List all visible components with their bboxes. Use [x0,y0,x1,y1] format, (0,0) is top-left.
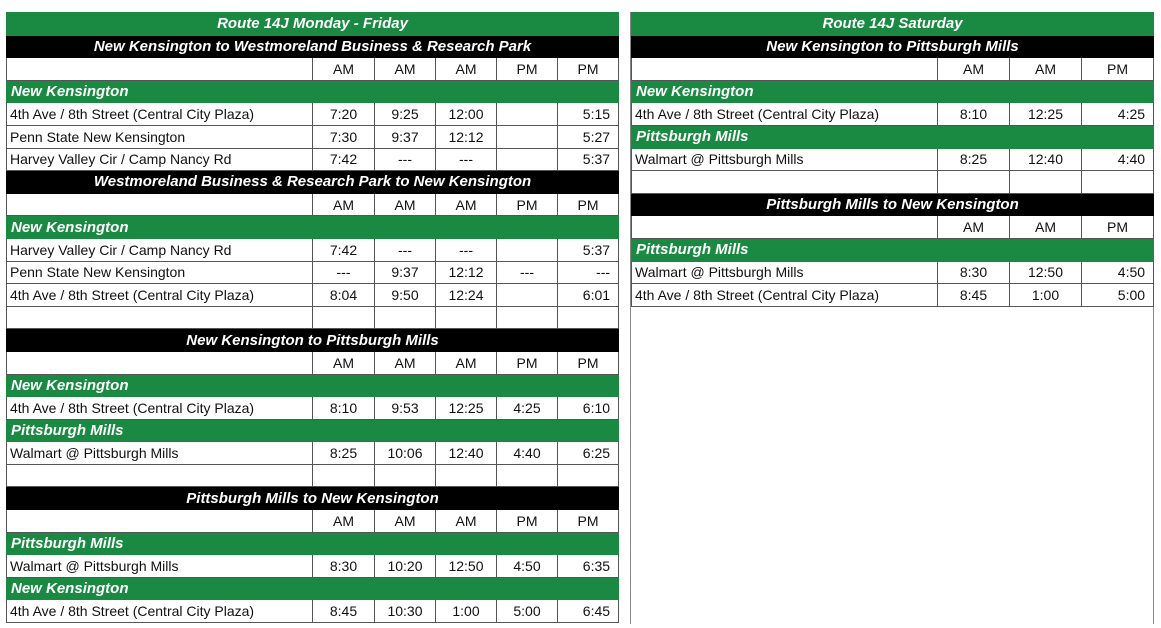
period-label: AM [938,216,1010,239]
period-label: AM [938,58,1010,81]
period-label: AM [1010,58,1082,81]
blank-cell [436,464,497,487]
departure-time: 10:06 [375,442,436,465]
departure-time: 12:25 [436,397,497,420]
stop-group-label: New Kensington [7,577,619,600]
period-label: AM [375,510,436,533]
stop-name: 4th Ave / 8th Street (Central City Plaza) [7,600,313,623]
direction-header-row [632,193,1154,216]
stop-group-row [7,419,619,442]
stop-row [7,555,619,578]
departure-time: 1:00 [1010,284,1082,307]
period-label: AM [436,351,497,374]
stop-name: Walmart @ Pittsburgh Mills [7,442,313,465]
stop-name: 4th Ave / 8th Street (Central City Plaza) [7,397,313,420]
stop-group-label: Pittsburgh Mills [632,238,1154,261]
departure-time: 6:35 [558,555,619,578]
stop-group-row [632,80,1154,103]
stop-name: Walmart @ Pittsburgh Mills [632,148,938,171]
departure-time: 9:37 [375,125,436,148]
departure-time [497,125,558,148]
saturday-schedule-panel [630,12,1154,624]
stop-group-row [7,374,619,397]
departure-time: 5:37 [558,148,619,171]
departure-time: 8:10 [313,397,375,420]
departure-time: 6:45 [558,600,619,623]
blank-cell [7,306,313,329]
blank-cell [632,171,938,194]
stop-row [632,261,1154,284]
stop-row [7,103,619,126]
period-header-row [632,216,1154,239]
period-header-row [7,193,619,216]
departure-time: 12:50 [436,555,497,578]
stop-row [632,284,1154,307]
blank-cell [497,306,558,329]
stop-name: Penn State New Kensington [7,261,313,284]
period-header-row [632,58,1154,81]
period-label: AM [313,193,375,216]
period-header-blank [632,58,938,81]
blank-cell [375,306,436,329]
stop-group-label: Pittsburgh Mills [7,419,619,442]
direction-header-row [7,487,619,510]
stop-name: 4th Ave / 8th Street (Central City Plaza) [7,284,313,307]
departure-time: 4:25 [497,397,558,420]
blank-row [7,306,619,329]
departure-time: 9:37 [375,261,436,284]
blank-row [632,171,1154,194]
period-label: PM [497,510,558,533]
departure-time: 4:50 [1082,261,1154,284]
period-label: PM [497,351,558,374]
departure-time: 12:25 [1010,103,1082,126]
stop-row [632,103,1154,126]
period-label: PM [558,351,619,374]
period-label: PM [1082,58,1154,81]
weekday-schedule-body [7,13,619,623]
direction-header: New Kensington to Pittsburgh Mills [632,35,1154,58]
departure-time: 10:20 [375,555,436,578]
departure-time: 8:04 [313,284,375,307]
blank-cell [375,464,436,487]
stop-name: Walmart @ Pittsburgh Mills [632,261,938,284]
departure-time: 7:42 [313,238,375,261]
stop-group-row [7,532,619,555]
departure-time: --- [313,261,375,284]
period-label: AM [1010,216,1082,239]
blank-cell [436,306,497,329]
direction-header-row [7,329,619,352]
blank-cell [7,464,313,487]
direction-header: Pittsburgh Mills to New Kensington [7,487,619,510]
stop-name: 4th Ave / 8th Street (Central City Plaza) [632,284,938,307]
stop-group-label: New Kensington [7,374,619,397]
stop-name: 4th Ave / 8th Street (Central City Plaza) [7,103,313,126]
stop-row [7,397,619,420]
departure-time: 8:25 [313,442,375,465]
departure-time: 10:30 [375,600,436,623]
period-header-row [7,510,619,533]
period-label: AM [313,510,375,533]
direction-header: New Kensington to Pittsburgh Mills [7,329,619,352]
period-label: AM [375,193,436,216]
weekday-schedule-panel [6,12,618,623]
stop-group-row [632,238,1154,261]
period-label: PM [497,193,558,216]
departure-time: 4:50 [497,555,558,578]
departure-time: 6:10 [558,397,619,420]
saturday-schedule-body [632,13,1154,307]
weekday-title-row [7,13,619,36]
departure-time: 8:45 [313,600,375,623]
departure-time [497,148,558,171]
departure-time: --- [436,148,497,171]
period-header-blank [7,510,313,533]
period-header-blank [632,216,938,239]
weekday-schedule-table [6,12,619,623]
departure-time: 9:25 [375,103,436,126]
stop-row [7,125,619,148]
stop-row [7,600,619,623]
period-label: AM [375,351,436,374]
departure-time [497,103,558,126]
departure-time: 8:10 [938,103,1010,126]
departure-time: 6:01 [558,284,619,307]
departure-time: 12:50 [1010,261,1082,284]
departure-time: 8:30 [313,555,375,578]
departure-time [497,238,558,261]
stop-group-row [7,577,619,600]
period-header-row [7,351,619,374]
departure-time: 1:00 [436,600,497,623]
blank-cell [558,306,619,329]
departure-time: 12:12 [436,125,497,148]
period-label: AM [375,58,436,81]
period-label: AM [436,193,497,216]
blank-cell [1010,171,1082,194]
departure-time: 12:24 [436,284,497,307]
departure-time: 7:42 [313,148,375,171]
blank-cell [558,464,619,487]
direction-header-row [7,35,619,58]
period-label: AM [313,58,375,81]
direction-header: Westmoreland Business & Research Park to New Kensington [7,171,619,194]
stop-name: Penn State New Kensington [7,125,313,148]
blank-cell [313,306,375,329]
direction-header-row [632,35,1154,58]
stop-group-label: Pittsburgh Mills [7,532,619,555]
departure-time: 4:25 [1082,103,1154,126]
period-label: AM [436,510,497,533]
weekday-route-title: Route 14J Monday - Friday [7,13,619,36]
stop-row [7,261,619,284]
departure-time: 9:53 [375,397,436,420]
departure-time: 8:30 [938,261,1010,284]
saturday-route-title: Route 14J Saturday [632,13,1154,36]
stop-name: Harvey Valley Cir / Camp Nancy Rd [7,148,313,171]
departure-time [497,284,558,307]
period-header-blank [7,193,313,216]
stop-group-row [632,125,1154,148]
departure-time: 7:20 [313,103,375,126]
stop-name: Walmart @ Pittsburgh Mills [7,555,313,578]
departure-time: 5:37 [558,238,619,261]
departure-time: 5:15 [558,103,619,126]
stop-name: 4th Ave / 8th Street (Central City Plaza) [632,103,938,126]
departure-time: --- [375,148,436,171]
period-header-blank [7,58,313,81]
period-label: PM [497,58,558,81]
departure-time: --- [375,238,436,261]
stop-name: Harvey Valley Cir / Camp Nancy Rd [7,238,313,261]
departure-time: 5:00 [1082,284,1154,307]
period-label: PM [558,193,619,216]
saturday-schedule-table [631,12,1154,307]
departure-time: 9:50 [375,284,436,307]
departure-time: 12:40 [1010,148,1082,171]
blank-cell [313,464,375,487]
departure-time: 6:25 [558,442,619,465]
departure-time: 4:40 [1082,148,1154,171]
stop-row [632,148,1154,171]
departure-time: --- [497,261,558,284]
departure-time: 5:00 [497,600,558,623]
stop-row [7,238,619,261]
stop-group-row [7,216,619,239]
stop-row [7,284,619,307]
period-header-blank [7,351,313,374]
stop-row [7,442,619,465]
departure-time: 5:27 [558,125,619,148]
departure-time: --- [558,261,619,284]
blank-cell [938,171,1010,194]
blank-cell [497,464,558,487]
departure-time: 12:40 [436,442,497,465]
period-label: AM [436,58,497,81]
stop-group-label: Pittsburgh Mills [632,125,1154,148]
stop-group-label: New Kensington [7,80,619,103]
departure-time: 12:00 [436,103,497,126]
saturday-title-row [632,13,1154,36]
period-label: AM [313,351,375,374]
period-header-row [7,58,619,81]
departure-time: 8:45 [938,284,1010,307]
departure-time: --- [436,238,497,261]
direction-header: Pittsburgh Mills to New Kensington [632,193,1154,216]
departure-time: 4:40 [497,442,558,465]
stop-group-row [7,80,619,103]
departure-time: 12:12 [436,261,497,284]
period-label: PM [1082,216,1154,239]
departure-time: 7:30 [313,125,375,148]
direction-header: New Kensington to Westmoreland Business & Research Park [7,35,619,58]
period-label: PM [558,510,619,533]
stop-row [7,148,619,171]
blank-row [7,464,619,487]
direction-header-row [7,171,619,194]
stop-group-label: New Kensington [7,216,619,239]
stop-group-label: New Kensington [632,80,1154,103]
period-label: PM [558,58,619,81]
departure-time: 8:25 [938,148,1010,171]
blank-cell [1082,171,1154,194]
